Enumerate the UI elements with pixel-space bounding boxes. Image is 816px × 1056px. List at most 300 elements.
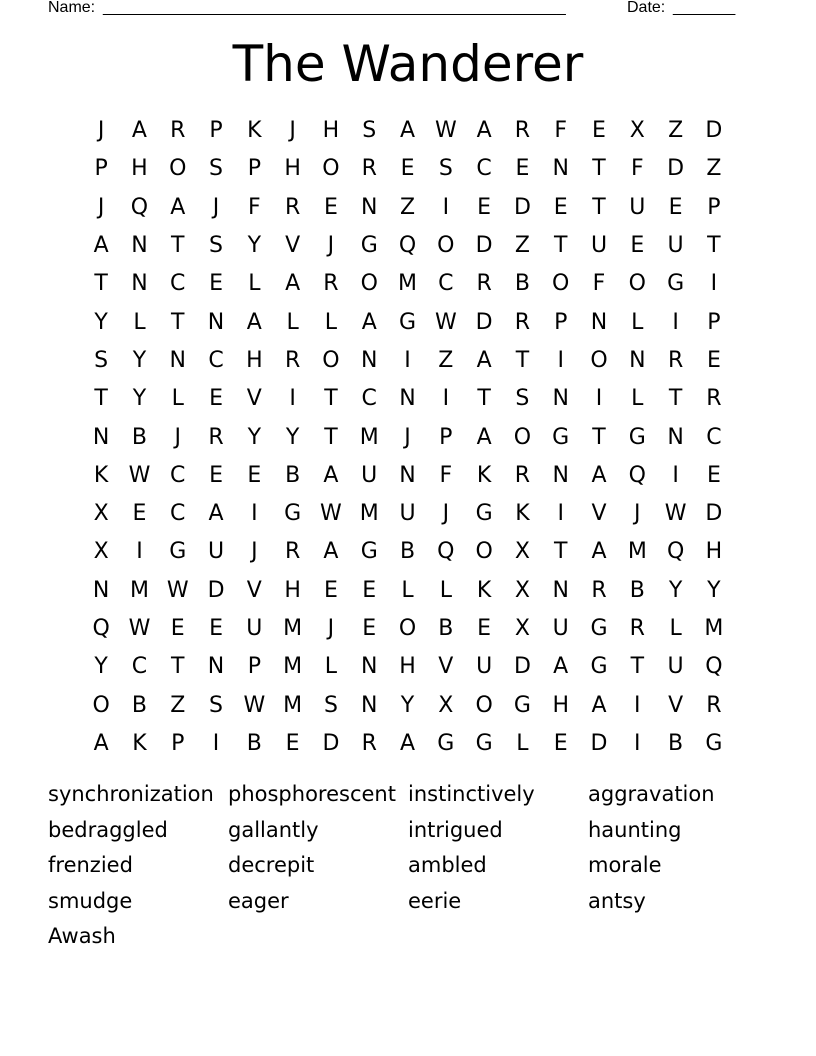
grid-letter: T <box>707 233 721 259</box>
grid-letter: A <box>591 692 607 718</box>
grid-letter: U <box>207 539 225 565</box>
grid-row <box>82 572 734 610</box>
grid-letter: I <box>251 501 258 527</box>
grid-row <box>82 725 734 763</box>
name-blank-line: ____________________________________________________ <box>103 0 566 16</box>
grid-letter: E <box>323 577 338 603</box>
grid-letter: F <box>630 156 644 182</box>
grid-letter: H <box>246 347 263 373</box>
grid-letter: I <box>404 347 411 373</box>
grid-letter: B <box>668 730 684 756</box>
grid-letter: E <box>477 194 492 220</box>
grid-letter: A <box>591 462 607 488</box>
grid-letter: J <box>97 194 105 220</box>
grid-letter: E <box>553 194 568 220</box>
grid-letter: A <box>93 730 109 756</box>
date-blank-line: _______ <box>673 0 736 16</box>
grid-letter: T <box>477 386 491 412</box>
grid-letter: F <box>554 118 568 144</box>
grid-letter: T <box>630 654 645 680</box>
grid-letter: Q <box>705 654 723 680</box>
grid-letter: N <box>399 386 416 412</box>
grid-letter: U <box>399 501 416 527</box>
grid-letter: R <box>591 577 607 603</box>
grid-letter: E <box>630 233 645 259</box>
grid-letter: D <box>513 654 531 680</box>
grid-letter: Z <box>668 118 684 144</box>
grid-letter: I <box>672 309 679 335</box>
grid-letter: C <box>131 654 148 680</box>
grid-letter: E <box>209 271 223 297</box>
grid-letter: E <box>209 616 223 641</box>
grid-letter: V <box>246 577 262 603</box>
grid-letter: U <box>590 233 608 259</box>
grid-letter: B <box>629 577 645 603</box>
grid-letter: U <box>629 194 646 220</box>
grid-letter: I <box>289 386 296 412</box>
grid-letter: G <box>475 501 493 527</box>
grid-letter: D <box>475 309 493 335</box>
grid-letter: A <box>476 347 492 373</box>
grid-letter: N <box>552 156 569 182</box>
grid-letter: V <box>246 386 262 412</box>
grid-letter: I <box>634 730 641 756</box>
grid-letter: O <box>360 271 378 297</box>
grid-letter: E <box>592 118 606 144</box>
grid-letter: X <box>514 539 530 565</box>
grid-letter: G <box>628 424 646 450</box>
grid-letter: Q <box>628 462 646 488</box>
grid-letter: H <box>552 692 569 718</box>
grid-letter: J <box>404 424 411 450</box>
grid-letter: V <box>285 233 301 259</box>
grid-letter: Q <box>130 194 149 220</box>
grid-letter: M <box>359 424 379 450</box>
grid-letter: B <box>285 462 301 488</box>
word-bank-item: ambled <box>408 853 487 878</box>
word-bank-item: eager <box>228 888 289 913</box>
grid-letter: Q <box>437 539 455 565</box>
grid-letter: C <box>438 271 454 297</box>
grid-letter: N <box>360 692 378 718</box>
grid-letter: N <box>207 309 225 335</box>
grid-row <box>82 686 734 724</box>
word-bank-item: frenzied <box>48 853 133 878</box>
grid-letter: S <box>323 692 338 718</box>
grid-letter: B <box>131 692 147 718</box>
name-label: Name: <box>48 0 96 16</box>
grid-letter: P <box>247 654 261 680</box>
grid-letter: S <box>438 156 453 182</box>
grid-letter: W <box>434 309 457 335</box>
grid-row <box>82 150 734 188</box>
word-bank-item: gallantly <box>228 817 319 842</box>
grid-letter: M <box>283 616 303 641</box>
grid-letter: O <box>92 692 110 718</box>
grid-letter: Q <box>398 233 417 259</box>
grid-letter: D <box>207 577 225 603</box>
grid-letter: E <box>668 194 683 220</box>
grid-letter: L <box>516 730 529 756</box>
grid-letter: L <box>631 309 644 335</box>
word-bank-item: antsy <box>588 888 646 913</box>
word-bank-item: morale <box>588 853 662 878</box>
grid-letter: S <box>362 118 377 144</box>
grid-letter: N <box>667 424 684 450</box>
grid-letter: E <box>400 156 415 182</box>
grid-letter: W <box>128 616 151 641</box>
grid-letter: A <box>399 118 416 144</box>
grid-letter: B <box>438 616 454 641</box>
grid-row <box>82 227 734 265</box>
grid-letter: A <box>285 271 301 297</box>
word-bank-item: aggravation <box>588 782 715 806</box>
grid-letter: T <box>324 424 338 450</box>
grid-letter: G <box>475 730 493 756</box>
grid-letter: G <box>398 309 417 335</box>
grid-letter: R <box>323 271 339 297</box>
grid-letter: E <box>362 616 377 641</box>
grid-letter: P <box>439 424 453 450</box>
grid-letter: R <box>284 539 301 565</box>
grid-row <box>82 265 734 303</box>
grid-letter: E <box>209 386 223 412</box>
grid-row <box>82 457 734 495</box>
grid-letter: N <box>590 309 608 335</box>
grid-letter: U <box>476 654 493 680</box>
grid-letter: T <box>94 386 108 412</box>
grid-letter: O <box>475 539 493 565</box>
grid-letter: O <box>475 692 493 718</box>
grid-letter: G <box>284 501 302 527</box>
grid-letter: T <box>171 233 185 259</box>
grid-letter: J <box>174 424 181 450</box>
grid-letter: S <box>209 233 224 259</box>
grid-letter: A <box>131 118 147 144</box>
grid-letter: N <box>207 654 225 680</box>
grid-letter: I <box>672 462 679 488</box>
grid-letter: G <box>437 730 455 756</box>
grid-letter: J <box>97 118 105 144</box>
grid-letter: T <box>94 271 108 297</box>
grid-letter: L <box>439 577 452 603</box>
grid-letter: I <box>557 501 564 527</box>
grid-letter: Z <box>170 692 186 718</box>
grid-row <box>82 533 734 571</box>
grid-letter: M <box>398 271 418 297</box>
grid-letter: O <box>169 156 187 182</box>
grid-letter: M <box>283 692 303 718</box>
grid-letter: C <box>170 271 186 297</box>
grid-letter: L <box>133 309 146 335</box>
grid-letter: A <box>591 539 607 565</box>
grid-letter: T <box>324 386 338 412</box>
grid-letter: A <box>323 539 339 565</box>
grid-letter: R <box>514 462 531 488</box>
grid-letter: M <box>359 501 379 527</box>
grid-letter: U <box>667 233 684 259</box>
grid-letter: D <box>513 194 531 220</box>
grid-letter: J <box>212 194 220 220</box>
grid-letter: D <box>322 730 340 756</box>
grid-letter: B <box>399 539 416 565</box>
grid-letter: O <box>552 271 570 297</box>
grid-letter: H <box>284 156 301 182</box>
grid-letter: I <box>634 692 641 718</box>
grid-letter: L <box>669 616 682 641</box>
grid-letter: E <box>323 194 338 220</box>
grid-letter: Y <box>668 577 683 603</box>
date-label: Date: <box>627 0 666 16</box>
grid-letter: Z <box>706 156 722 182</box>
grid-letter: Y <box>94 309 108 335</box>
grid-row <box>82 303 734 341</box>
grid-letter: T <box>592 194 606 220</box>
grid-letter: Y <box>247 424 262 450</box>
grid-letter: S <box>94 347 109 373</box>
grid-row <box>82 418 734 456</box>
grid-letter: X <box>93 501 109 527</box>
grid-letter: I <box>710 271 718 297</box>
grid-letter: S <box>209 156 224 182</box>
grid-letter: C <box>208 347 224 373</box>
grid-letter: H <box>399 654 416 680</box>
grid-letter: C <box>361 386 377 412</box>
grid-letter: K <box>247 118 262 144</box>
grid-letter: H <box>322 118 340 144</box>
grid-letter: E <box>247 462 262 488</box>
grid-letter: H <box>131 156 148 182</box>
grid-letter: P <box>247 156 261 182</box>
grid-letter: A <box>553 654 569 680</box>
grid-letter: B <box>131 424 147 450</box>
grid-letter: F <box>592 271 606 297</box>
grid-letter: D <box>705 118 723 144</box>
grid-letter: O <box>628 271 646 297</box>
grid-letter: T <box>171 654 185 680</box>
grid-letter: G <box>513 692 531 718</box>
grid-letter: A <box>476 424 492 450</box>
grid-letter: E <box>706 462 721 488</box>
grid-letter: Z <box>514 233 530 259</box>
grid-letter: E <box>285 730 300 756</box>
grid-letter: V <box>438 654 454 680</box>
grid-letter: J <box>251 539 258 565</box>
grid-row <box>82 495 734 533</box>
grid-letter: O <box>437 233 455 259</box>
grid-letter: N <box>629 347 646 373</box>
grid-letter: L <box>324 654 338 680</box>
grid-letter: Y <box>94 654 108 680</box>
grid-letter: J <box>327 233 335 259</box>
grid-letter: N <box>552 462 569 488</box>
grid-letter: U <box>552 616 569 641</box>
grid-letter: K <box>93 462 109 488</box>
grid-letter: G <box>360 233 378 259</box>
grid-letter: F <box>248 194 261 220</box>
grid-row <box>82 189 734 227</box>
grid-letter: N <box>552 577 569 603</box>
grid-letter: P <box>707 309 721 335</box>
grid-letter: J <box>634 501 641 527</box>
grid-letter: A <box>361 309 377 335</box>
grid-letter: E <box>132 501 147 527</box>
word-bank <box>48 777 768 955</box>
grid-letter: N <box>360 194 378 220</box>
page-title: The Wanderer <box>232 35 584 93</box>
grid-letter: K <box>515 501 530 527</box>
grid-letter: K <box>132 730 147 756</box>
grid-letter: P <box>171 730 185 756</box>
grid-letter: B <box>514 271 530 297</box>
grid-letter: L <box>286 309 299 335</box>
grid-letter: E <box>553 730 568 756</box>
grid-letter: Q <box>666 539 685 565</box>
grid-letter: X <box>629 118 645 144</box>
grid-letter: Y <box>285 424 300 450</box>
grid-letter: M <box>704 616 724 641</box>
grid-letter: D <box>667 156 685 182</box>
grid-letter: R <box>706 692 722 718</box>
grid-letter: O <box>513 424 532 450</box>
grid-row <box>82 380 734 418</box>
grid-letter: R <box>667 347 684 373</box>
grid-letter: T <box>668 386 683 412</box>
grid-letter: N <box>399 462 416 488</box>
grid-letter: N <box>131 271 148 297</box>
grid-letter: N <box>360 347 378 373</box>
grid-letter: C <box>706 424 722 450</box>
grid-letter: C <box>170 462 186 488</box>
grid-letter: G <box>360 539 378 565</box>
grid-letter: A <box>208 501 224 527</box>
grid-letter: G <box>169 539 187 565</box>
grid-letter: L <box>171 386 184 412</box>
grid-letter: M <box>627 539 647 565</box>
grid-letter: E <box>170 616 185 641</box>
grid-letter: R <box>284 194 301 220</box>
grid-letter: J <box>289 118 296 144</box>
grid-letter: T <box>553 539 568 565</box>
grid-letter: T <box>592 424 606 450</box>
grid-letter: N <box>92 577 110 603</box>
grid-letter: T <box>515 347 530 373</box>
grid-letter: R <box>361 730 377 756</box>
grid-letter: G <box>667 271 685 297</box>
grid-letter: P <box>94 156 108 182</box>
word-bank-item: haunting <box>588 817 682 842</box>
grid-letter: X <box>438 692 454 718</box>
grid-letter: W <box>320 501 342 527</box>
word-bank-item: smudge <box>48 888 133 913</box>
word-bank-item: phosphorescent <box>228 782 396 806</box>
grid-letter: W <box>128 462 151 488</box>
grid-letter: I <box>557 347 564 373</box>
grid-letter: U <box>667 654 684 680</box>
grid-letter: E <box>706 347 721 373</box>
grid-letter: O <box>398 616 417 641</box>
grid-letter: Z <box>438 347 454 373</box>
grid-letter: A <box>399 730 416 756</box>
word-bank-item: decrepit <box>228 853 315 878</box>
grid-letter: W <box>243 692 266 718</box>
grid-letter: F <box>439 462 453 488</box>
grid-letter: M <box>283 654 303 680</box>
grid-letter: L <box>401 577 414 603</box>
grid-letter: U <box>361 462 378 488</box>
grid-letter: R <box>629 616 645 641</box>
grid-letter: C <box>476 156 492 182</box>
grid-letter: I <box>442 386 450 412</box>
word-bank-item: eerie <box>408 888 462 913</box>
grid-letter: A <box>323 462 339 488</box>
grid-letter: U <box>246 616 263 641</box>
grid-letter: N <box>92 424 110 450</box>
grid-letter: A <box>246 309 262 335</box>
grid-letter: I <box>442 194 450 220</box>
grid-letter: M <box>129 577 149 603</box>
grid-letter: J <box>442 501 450 527</box>
word-bank-item: Awash <box>48 924 116 949</box>
grid-letter: I <box>595 386 603 412</box>
grid-letter: K <box>476 577 492 603</box>
grid-letter: O <box>590 347 608 373</box>
grid-letter: E <box>477 616 492 641</box>
grid-row <box>82 112 734 150</box>
grid-letter: P <box>707 194 721 220</box>
grid-letter: A <box>170 194 186 220</box>
grid-letter: T <box>553 233 568 259</box>
grid-letter: V <box>668 692 684 718</box>
grid-letter: Z <box>399 194 416 220</box>
grid-letter: O <box>322 347 340 373</box>
grid-letter: R <box>170 118 186 144</box>
grid-letter: O <box>322 156 340 182</box>
grid-letter: A <box>476 118 492 144</box>
word-bank-item: synchronization <box>48 782 214 806</box>
grid-letter: H <box>284 577 301 603</box>
worksheet-header <box>48 0 748 18</box>
grid-letter: X <box>514 616 530 641</box>
grid-letter: D <box>475 233 493 259</box>
grid-letter: G <box>705 730 723 756</box>
grid-letter: L <box>631 386 644 412</box>
grid-letter: X <box>93 539 109 565</box>
grid-letter: R <box>514 309 531 335</box>
grid-letter: E <box>362 577 377 603</box>
grid-letter: L <box>248 271 261 297</box>
grid-letter: G <box>590 616 608 641</box>
grid-letter: R <box>514 118 531 144</box>
grid-row <box>82 648 734 686</box>
grid-row <box>82 342 734 380</box>
grid-letter: I <box>136 539 143 565</box>
word-bank-item: bedraggled <box>48 817 168 842</box>
grid-letter: Y <box>400 692 415 718</box>
letter-grid <box>82 112 734 763</box>
grid-letter: W <box>434 118 457 144</box>
grid-letter: E <box>515 156 530 182</box>
grid-letter: D <box>590 730 608 756</box>
grid-letter: Y <box>247 233 262 259</box>
grid-letter: Y <box>132 347 147 373</box>
grid-letter: P <box>554 309 568 335</box>
grid-letter: A <box>93 233 109 259</box>
grid-letter: P <box>209 118 223 144</box>
grid-letter: Y <box>132 386 147 412</box>
grid-letter: G <box>552 424 570 450</box>
grid-letter: R <box>476 271 492 297</box>
